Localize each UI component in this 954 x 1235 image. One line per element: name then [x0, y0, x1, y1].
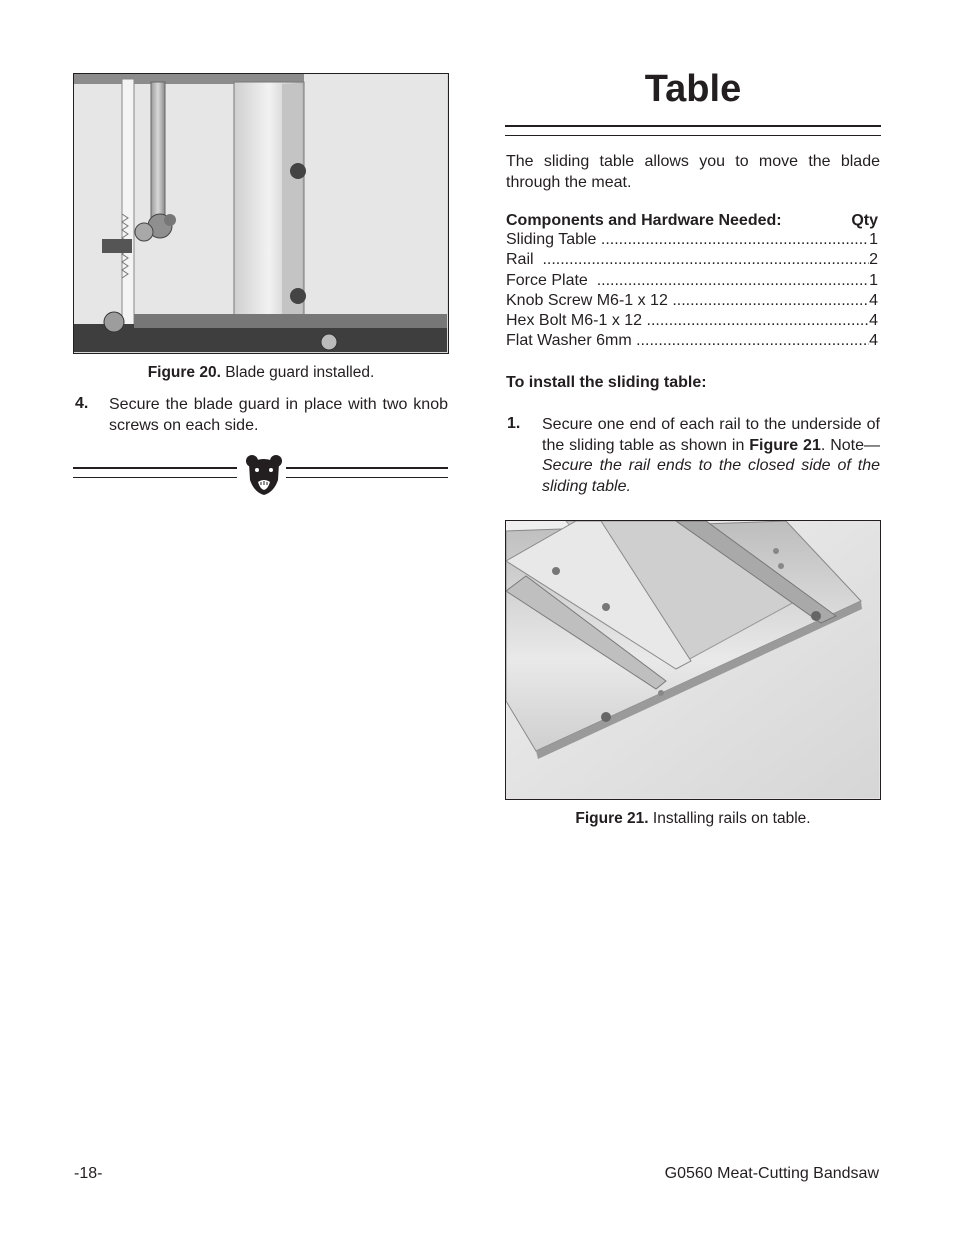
list-item [506, 230, 878, 250]
divider-left-thin [73, 477, 237, 478]
list-item [506, 250, 878, 270]
step-1-text-a: Secure one end of each rail to the underside of the sliding table as shown in [542, 416, 880, 454]
step-4-text: Secure the blade guard in place with two knob screws on each side. [109, 396, 448, 434]
figure-20-photo [73, 73, 449, 354]
divider-right-thin [286, 477, 448, 478]
step-1-text-b: . Note— [820, 436, 880, 454]
bear-logo-icon [244, 452, 284, 496]
list-item [506, 331, 878, 351]
list-item [506, 271, 878, 291]
section-title: Table [644, 68, 742, 110]
sliding-table-illustration [506, 521, 879, 798]
intro-paragraph: The sliding table allows you to move the blade through the meat. [506, 153, 880, 191]
step-4-number: 4. [75, 395, 89, 412]
install-heading: To install the sliding table: [506, 374, 707, 391]
item-qty: 1 [869, 271, 878, 289]
step-1-note: Secure the rail ends to the closed side of the sliding table. [542, 457, 880, 495]
item-name: Knob Screw M6-1 x 12 [506, 291, 668, 309]
figure-20-text: Blade guard installed. [220, 364, 375, 381]
figure-21-photo [505, 520, 881, 800]
step-1-figure-ref: Figure 21 [749, 436, 821, 454]
item-name: Hex Bolt M6-1 x 12 [506, 312, 643, 330]
item-qty: 2 [869, 251, 878, 269]
components-items [506, 230, 878, 352]
item-qty: 1 [869, 231, 878, 248]
figure-21-text: Installing rails on table. [648, 810, 811, 827]
divider-right-thick [286, 467, 448, 469]
qty-header: Qty [851, 212, 878, 229]
blade-guard-illustration [74, 74, 447, 352]
item-name: Sliding Table [506, 231, 597, 248]
item-name: Force Plate [506, 271, 588, 289]
page-number: -18- [74, 1165, 103, 1182]
item-name: Rail [506, 251, 534, 269]
components-list [506, 212, 878, 352]
step-1-number: 1. [507, 415, 521, 432]
list-item [506, 291, 878, 311]
item-qty: 4 [869, 291, 878, 309]
item-qty: 4 [869, 332, 878, 350]
figure-21-label: Figure 21. [575, 810, 649, 827]
components-header: Components and Hardware Needed: [506, 212, 782, 229]
item-name: Flat Washer 6mm [506, 332, 632, 350]
figure-20-label: Figure 20. [147, 364, 221, 381]
manual-title: G0560 Meat-Cutting Bandsaw [664, 1165, 879, 1182]
title-rule-thick [505, 125, 881, 127]
figure-21-caption [505, 810, 881, 828]
item-qty: 4 [869, 312, 878, 330]
title-rule-thin [505, 135, 881, 136]
step-1-text [542, 415, 880, 497]
figure-20-caption [73, 364, 449, 382]
list-item [506, 311, 878, 331]
divider-left-thick [73, 467, 237, 469]
components-header-row [506, 212, 878, 230]
